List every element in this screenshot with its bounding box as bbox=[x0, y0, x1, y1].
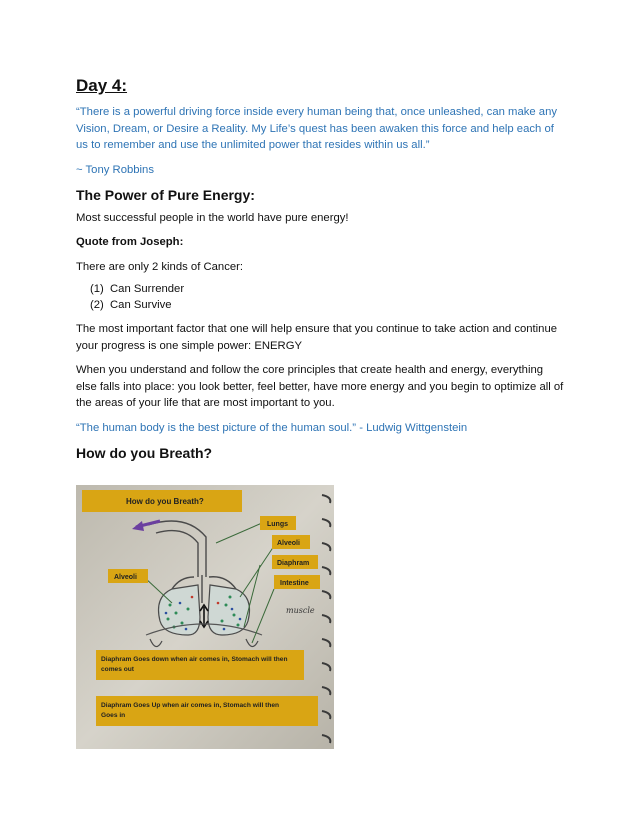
energy-line: Most successful people in the world have pure energy! bbox=[76, 211, 349, 224]
note-2: Diaphram Goes Up when air comes in, Stomach will then Goes in bbox=[101, 702, 280, 719]
list-item bbox=[76, 281, 566, 297]
label-alveoli-left: Alveoli bbox=[114, 574, 137, 581]
wittgenstein-quote: “The human body is the best picture of the human soul.” - Ludwig Wittgenstein bbox=[76, 421, 468, 434]
label-lungs: Lungs bbox=[267, 521, 288, 528]
section-title-breath: How do you Breath? bbox=[76, 445, 213, 461]
list-item bbox=[76, 297, 566, 313]
cancer-intro: There are only 2 kinds of Cancer: bbox=[76, 260, 244, 273]
cancer-list bbox=[76, 281, 566, 313]
note-box-1 bbox=[96, 650, 304, 680]
section-title-energy: The Power of Pure Energy: bbox=[76, 186, 255, 203]
list-text: Can Survive bbox=[110, 299, 172, 311]
breathing-diagram-photo bbox=[76, 485, 334, 749]
label-muscle: muscle bbox=[286, 606, 315, 615]
label-alveoli-right: Alveoli bbox=[277, 540, 300, 547]
robbins-author: ~ Tony Robbins bbox=[76, 163, 154, 176]
note-box-2 bbox=[96, 696, 318, 726]
label-diaphram: Diaphram bbox=[277, 560, 310, 567]
quote-from-joseph: Quote from Joseph: bbox=[76, 236, 184, 248]
day-title: Day 4: bbox=[76, 76, 128, 95]
label-intestine: Intestine bbox=[280, 580, 309, 587]
robbins-quote: “There is a powerful driving force inside every human being that, once unleashed, can make any Vision, Dream, or Desire a Reality. My Life’s quest has been awaken this force and help each of us to remember and use the unlimited power that resides within us all.” bbox=[76, 106, 558, 151]
note-1: Diaphram Goes down when air comes in, Stomach will then comes out bbox=[101, 656, 288, 673]
diagram-title: How do you Breath? bbox=[126, 497, 204, 506]
energy-paragraph: The most important factor that one will help ensure that you continue to take action and continue your progress is one simple power: ENERGY bbox=[76, 323, 558, 352]
breathing-diagram bbox=[76, 485, 334, 749]
list-number: (2) bbox=[90, 299, 104, 311]
document-page bbox=[76, 76, 566, 468]
list-text: Can Surrender bbox=[110, 283, 185, 295]
principles-paragraph: When you understand and follow the core principles that create health and energy, everything else falls into place: you look better, feel better, have more energy and you begin to optimize all of the areas of your life that are most important to you. bbox=[76, 364, 564, 409]
list-number: (1) bbox=[90, 283, 104, 295]
